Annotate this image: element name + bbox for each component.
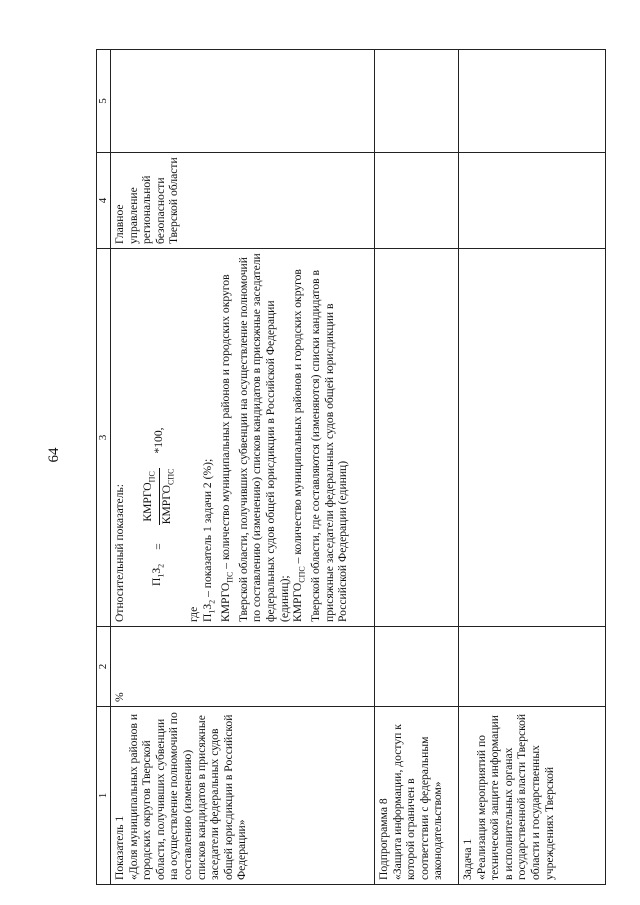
empty-cell	[375, 153, 459, 249]
empty-cell	[459, 50, 606, 153]
empty-cell	[375, 249, 459, 627]
header-col-4: 4	[97, 153, 111, 249]
header-col-1: 1	[97, 707, 111, 885]
header-col-3: 3	[97, 249, 111, 627]
formula-numerator: $КМРГО_{ПС}$	[141, 468, 160, 524]
empty-cell	[459, 153, 606, 249]
definition-2: $КМРГО_{ПС}$ – количество муниципальных районов и городских округов Тверской области, получивших субвенции на осуществление полномочий по составлению (изменению) списков кандидатов в присяжные заседатели федеральных судов общей юрисдикции в Российской Федерации (единиц);	[218, 253, 291, 622]
empty-cell	[375, 50, 459, 153]
formula-lhs: $П_1З_2$	[150, 563, 166, 586]
rotated-table-container	[96, 50, 606, 885]
col5-cell	[111, 50, 375, 153]
subprogram-cell: Подпрограмма 8 «Защита информации, доступ к которой ограничен в соответствии с федеральным законодательством»	[375, 707, 459, 885]
formula-equals: =	[152, 543, 166, 550]
definition-3: $КМРГО_{СПС}$ – количество муниципальных районов и городских округов Тверской области, где составляются (изменяются) списки кандидатов в присяжные заседатели федеральных судов общей юрисдикции в Российской Федерации (единиц)	[291, 269, 350, 622]
formula-fraction	[141, 466, 178, 528]
formula-intro: Относительный показатель:	[113, 484, 126, 622]
table-row-subprogram-8	[375, 50, 459, 885]
header-row	[97, 50, 111, 885]
table-row-task-1	[459, 50, 606, 885]
task-cell: Задача 1 «Реализация мероприятий по технической защите информации в исполнительных органах государственной власти Тверской области и государственных учреждениях Тверской	[459, 707, 606, 885]
page-number: 64	[46, 447, 62, 463]
formula-denominator: $КМРГО_{СПС}$	[159, 468, 175, 525]
formula-cell	[111, 249, 375, 627]
formula-tail: *100,	[152, 427, 166, 454]
responsible-cell: Главное управление региональной безопасности Тверской области	[111, 153, 375, 249]
header-col-2: 2	[97, 627, 111, 707]
empty-cell	[459, 627, 606, 707]
indicators-table	[96, 49, 606, 885]
header-col-5: 5	[97, 50, 111, 153]
formula-where: где	[187, 606, 201, 622]
empty-cell	[459, 249, 606, 627]
empty-cell	[375, 627, 459, 707]
indicator-name-cell: Показатель 1 «Доля муниципальных районов и городских округов Тверской области, получивших субвенции на осуществление полномочий по составлению (изменению) списков кандидатов в присяжные заседатели федеральных судов общей юрисдикции в Российской Федерации»	[111, 707, 375, 885]
definition-1: $П_1З_2$ – показатель 1 задачи 2 (%);	[201, 458, 217, 622]
unit-cell: %	[111, 627, 375, 707]
table-row-indicator-1	[111, 50, 375, 885]
formula	[141, 253, 178, 586]
